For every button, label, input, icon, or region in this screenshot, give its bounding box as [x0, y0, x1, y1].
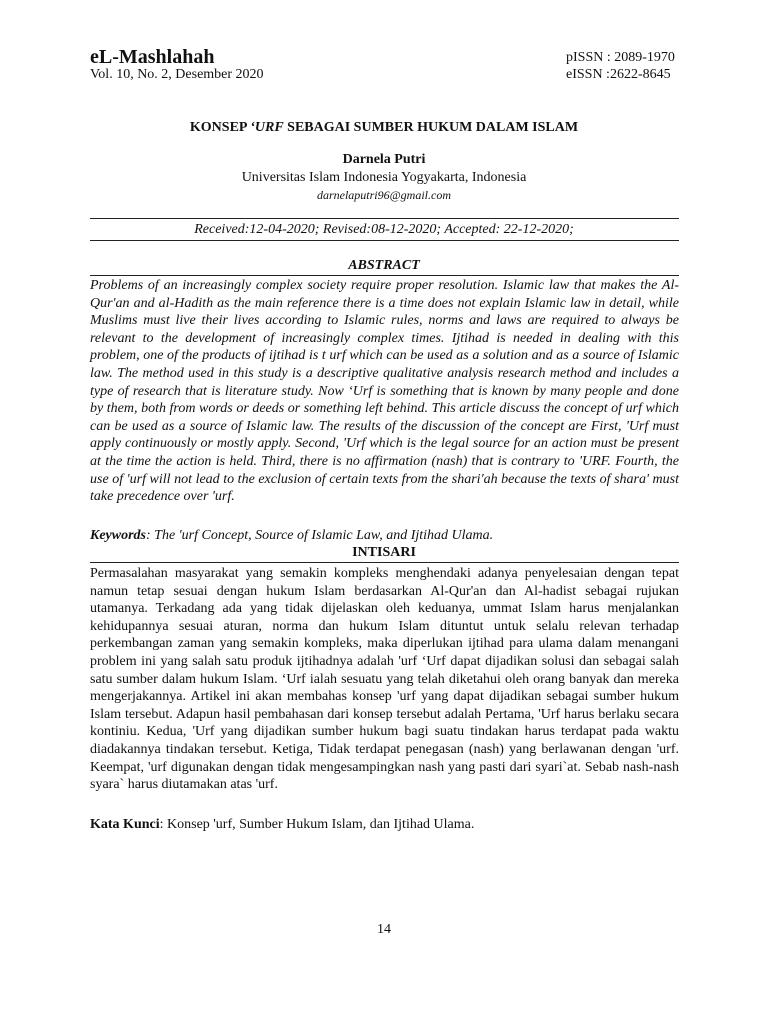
divider-abstract — [90, 275, 679, 276]
intisari-text: Permasalahan masyarakat yang semakin kompleks menghendaki adanya penyelesaian dengan tepat namun tetap sesuai dengan hukum Islam berdasarkan Al-Qur'an dan Al-hadist sebagai rujukan utamanya. Terkadang ada yang tidak dijelaskan oleh keduanya, ummat Islam harus menjalankan kehidupannya sesuai aturan, norma dan hukum Islam dituntut untuk selalu relevan terhadap perkembangan zaman yang semakin kompleks, maka diperlukan ijtihad para ulama dalam menangani problem ini yang salah satu produk ijtihadnya adalah 'urf ‘Urf dapat dijadikan solusi dan sebagai salah satu sumber dalam hukum Islam. ‘Urf ialah sesuatu yang telah diketahui oleh orang banyak dan mereka mengerjakannya. Artikel ini akan membahas konsep 'urf yang dapat dijadikan sebagai sumber hukum Islam tersebut. Adapun hasil pembahasan dari konsep tersebut adalah Pertama, 'Urf harus berlaku secara kontiniu. Kedua, 'Urf yang dijadikan sumber hukum bagi suatu tindakan harus terdapat pada waktu diadakannya tindakan tersebut. Ketiga, Tidak terdapat penegasan (nash) yang berlawanan dengan 'urf. Keempat, 'urf digunakan dengan tidak mengesampingkan nash yang pasti dari syari`at. Sebab nash-nash syara` harus diutamakan atas 'urf. — [90, 566, 679, 793]
page-number: 14 — [377, 922, 391, 937]
kata-kunci-value: : Konsep 'urf, Sumber Hukum Islam, dan Ijtihad Ulama. — [159, 817, 475, 832]
pissn: pISSN : 2089-1970 — [566, 50, 675, 65]
eissn: eISSN :2622-8645 — [566, 67, 671, 82]
journal-volume: Vol. 10, No. 2, Desember 2020 — [90, 67, 264, 82]
author-email: darnelaputri96@gmail.com — [316, 188, 452, 202]
abstract-heading: ABSTRACT — [348, 258, 420, 273]
title-suffix: SEBAGAI SUMBER HUKUM DALAM ISLAM — [283, 120, 579, 135]
title-prefix: KONSEP — [189, 120, 251, 135]
keywords-value: : The 'urf Concept, Source of Islamic Law, and Ijtihad Ulama. — [146, 528, 494, 543]
kata-kunci-label: Kata Kunci — [90, 817, 160, 832]
kata-kunci-line — [90, 817, 679, 833]
author-affiliation: Universitas Islam Indonesia Yogyakarta, Indonesia — [241, 170, 527, 185]
abstract-text: Problems of an increasingly complex society require proper resolution. Islamic law that makes the Al-Qur'an and al-Hadith as the main reference there is a time does not explain Islamic law in detail, while Muslims must live their lives according to Islamic rules, norms and laws are required to always be relevant to the development of increasingly complex times. Ijtihad is needed in dealing with this problem, one of the products of ijtihad is t urf which can be used as a solution and as a source of Islamic law. The method used in this study is a descriptive qualitative analysis research method and includes a type of research that is literature study. Now ‘Urf is something that is known by many people and done by them, both from words or deeds or something left behind. This article discuss the concept of urf which can be used as a source of Islamic law. The results of the discussion of the concept are First, 'Urf must apply continuously or mostly apply. Second, 'Urf which is the legal source for an action must be present at the time the action is held. Third, there is no affirmation (nash) that is contrary to 'URF. Fourth, the use of 'urf will not lead to the exclusion of certain texts from the shari'ah because the texts of shara' must take precedence over 'urf. — [90, 278, 679, 505]
article-title — [0, 120, 768, 136]
intisari-heading: INTISARI — [352, 545, 416, 560]
keywords-line — [90, 528, 679, 544]
divider-top — [90, 218, 679, 219]
divider-dates — [90, 240, 679, 241]
keywords-label: Keywords — [90, 528, 146, 543]
article-dates: Received:12-04-2020; Revised:08-12-2020; Accepted: 22-12-2020; — [194, 222, 574, 237]
journal-name: eL-Mashlahah — [90, 46, 215, 68]
title-urf: ‘URF — [250, 120, 284, 135]
author-name: Darnela Putri — [342, 152, 426, 167]
divider-intisari — [90, 562, 679, 563]
